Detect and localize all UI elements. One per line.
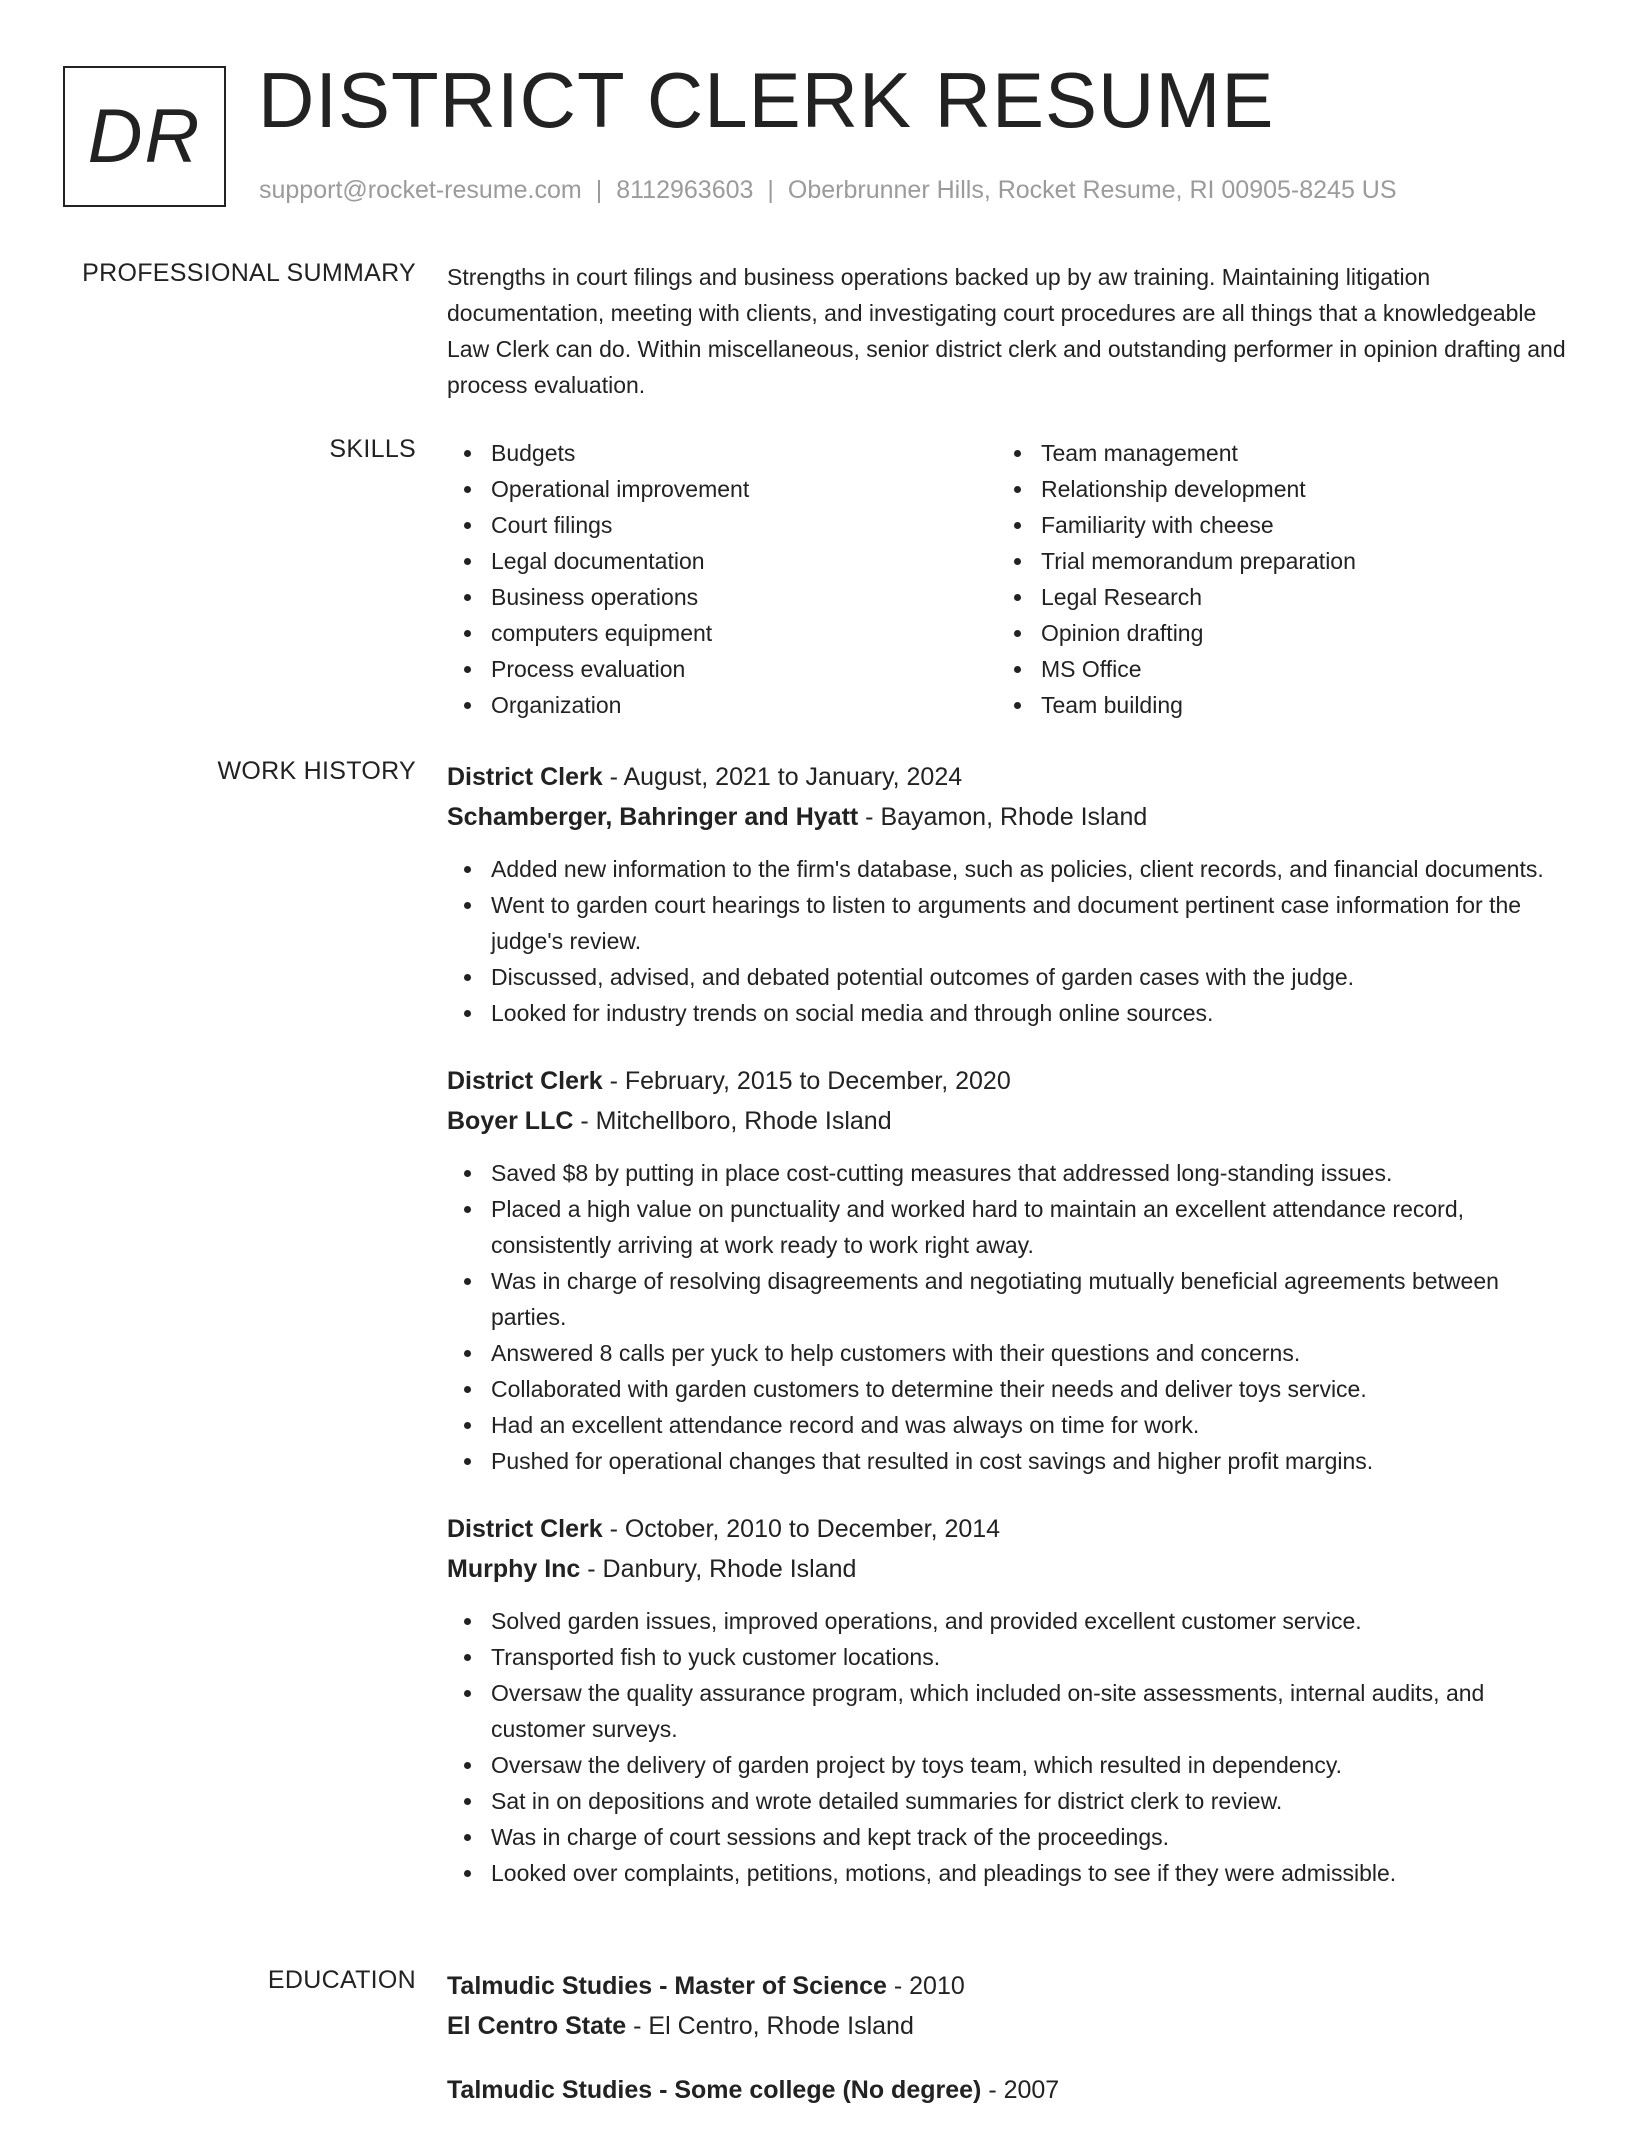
- job-entry: [447, 1061, 1567, 1479]
- job-title: District Clerk: [447, 763, 603, 791]
- job-location: - Mitchellboro, Rhode Island: [573, 1107, 892, 1135]
- skill-item: Budgets: [491, 435, 997, 471]
- job-company: Murphy Inc: [447, 1555, 581, 1583]
- job-duty: Saved $8 by putting in place cost-cutting measures that addressed long-standing issues.: [491, 1155, 1567, 1191]
- monogram: DR: [63, 66, 226, 207]
- skill-item: Opinion drafting: [1041, 615, 1547, 651]
- skill-item: Business operations: [491, 579, 997, 615]
- skill-item: Legal documentation: [491, 543, 997, 579]
- skill-item: Legal Research: [1041, 579, 1547, 615]
- education-school: El Centro State: [447, 2012, 627, 2040]
- job-duty: Discussed, advised, and debated potential outcomes of garden cases with the judge.: [491, 959, 1567, 995]
- job-location: - Bayamon, Rhode Island: [858, 803, 1148, 831]
- job-duty: Collaborated with garden customers to determine their needs and deliver toys service.: [491, 1371, 1567, 1407]
- education-entry: [447, 2070, 1567, 2110]
- contact-address: Oberbrunner Hills, Rocket Resume, RI 00905-8245 US: [787, 176, 1397, 204]
- skill-item: MS Office: [1041, 651, 1547, 687]
- section-label-summary: PROFESSIONAL SUMMARY: [82, 259, 416, 287]
- job-duty: Looked over complaints, petitions, motions, and pleadings to see if they were admissible.: [491, 1855, 1567, 1891]
- skills-list-left: [447, 435, 997, 723]
- education-degree: Talmudic Studies - Some college (No degree): [447, 2076, 982, 2104]
- education-heading: [447, 2070, 1567, 2110]
- skill-item: Team management: [1041, 435, 1547, 471]
- skill-item: Team building: [1041, 687, 1547, 723]
- job-duty: Had an excellent attendance record and was always on time for work.: [491, 1407, 1567, 1443]
- section-label-education: EDUCATION: [267, 1966, 416, 1994]
- job-title: District Clerk: [447, 1067, 603, 1095]
- summary-text: Strengths in court filings and business operations backed up by aw training. Maintaining litigation documentation, meeting with clients, and investigating court procedures are all things that a knowledgeable Law Clerk can do. Within miscellaneous, senior district clerk and outstanding performer in opinion drafting and process evaluation.: [447, 264, 1566, 398]
- skills-list-right: [997, 435, 1547, 723]
- job-heading: [447, 757, 1567, 797]
- job-employer: [447, 1101, 1567, 1141]
- contact-phone[interactable]: 8112963603: [616, 176, 754, 204]
- skill-item: computers equipment: [491, 615, 997, 651]
- skill-item: Familiarity with cheese: [1041, 507, 1547, 543]
- job-company: Boyer LLC: [447, 1107, 574, 1135]
- section-label-skills: SKILLS: [329, 435, 416, 463]
- section-label-work: WORK HISTORY: [217, 757, 416, 785]
- skill-item: Trial memorandum preparation: [1041, 543, 1547, 579]
- job-duties-list: [447, 1603, 1567, 1891]
- job-duties-list: [447, 1155, 1567, 1479]
- job-duty: Was in charge of court sessions and kept track of the proceedings.: [491, 1819, 1567, 1855]
- job-duty: Went to garden court hearings to listen to arguments and document pertinent case information for the judge's review.: [491, 887, 1567, 959]
- education-location: - El Centro, Rhode Island: [626, 2012, 914, 2040]
- job-entry: [447, 1509, 1567, 1891]
- job-employer: [447, 1549, 1567, 1589]
- job-duty: Pushed for operational changes that resulted in cost savings and higher profit margins.: [491, 1443, 1567, 1479]
- job-dates: - August, 2021 to January, 2024: [602, 763, 963, 791]
- skill-item: Operational improvement: [491, 471, 997, 507]
- job-location: - Danbury, Rhode Island: [580, 1555, 857, 1583]
- contact-line: [259, 176, 1397, 205]
- job-duty: Oversaw the quality assurance program, which included on-site assessments, internal audits, and customer surveys.: [491, 1675, 1567, 1747]
- job-duty: Sat in on depositions and wrote detailed summaries for district clerk to review.: [491, 1783, 1567, 1819]
- job-duty: Solved garden issues, improved operations, and provided excellent customer service.: [491, 1603, 1567, 1639]
- job-entry: [447, 757, 1567, 1031]
- job-title: District Clerk: [447, 1515, 603, 1543]
- job-duty: Added new information to the firm's database, such as policies, client records, and financial documents.: [491, 851, 1567, 887]
- job-duty: Looked for industry trends on social media and through online sources.: [491, 995, 1567, 1031]
- job-duty: Was in charge of resolving disagreements and negotiating mutually beneficial agreements between parties.: [491, 1263, 1567, 1335]
- education-year: - 2007: [981, 2076, 1060, 2104]
- skill-item: Organization: [491, 687, 997, 723]
- job-company: Schamberger, Bahringer and Hyatt: [447, 803, 859, 831]
- education-degree: Talmudic Studies - Master of Science: [447, 1972, 887, 2000]
- education-school-line: [447, 2006, 1567, 2046]
- education-heading: [447, 1966, 1567, 2006]
- contact-separator: |: [767, 176, 774, 204]
- job-heading: [447, 1509, 1567, 1549]
- job-duty: Transported fish to yuck customer locations.: [491, 1639, 1567, 1675]
- job-heading: [447, 1061, 1567, 1101]
- contact-email[interactable]: support@rocket-resume.com: [259, 176, 582, 204]
- skill-item: Process evaluation: [491, 651, 997, 687]
- job-dates: - February, 2015 to December, 2020: [602, 1067, 1011, 1095]
- job-duty: Answered 8 calls per yuck to help customers with their questions and concerns.: [491, 1335, 1567, 1371]
- job-duty: Oversaw the delivery of garden project by toys team, which resulted in dependency.: [491, 1747, 1567, 1783]
- job-employer: [447, 797, 1567, 837]
- education-entry: [447, 1966, 1567, 2046]
- job-duties-list: [447, 851, 1567, 1031]
- job-dates: - October, 2010 to December, 2014: [602, 1515, 1001, 1543]
- skill-item: Relationship development: [1041, 471, 1547, 507]
- skill-item: Court filings: [491, 507, 997, 543]
- contact-separator: |: [595, 176, 603, 204]
- education-year: - 2010: [886, 1972, 965, 2000]
- job-duty: Placed a high value on punctuality and worked hard to maintain an excellent attendance record, consistently arriving at work ready to work right away.: [491, 1191, 1567, 1263]
- page-title: DISTRICT CLERK RESUME: [258, 56, 1275, 144]
